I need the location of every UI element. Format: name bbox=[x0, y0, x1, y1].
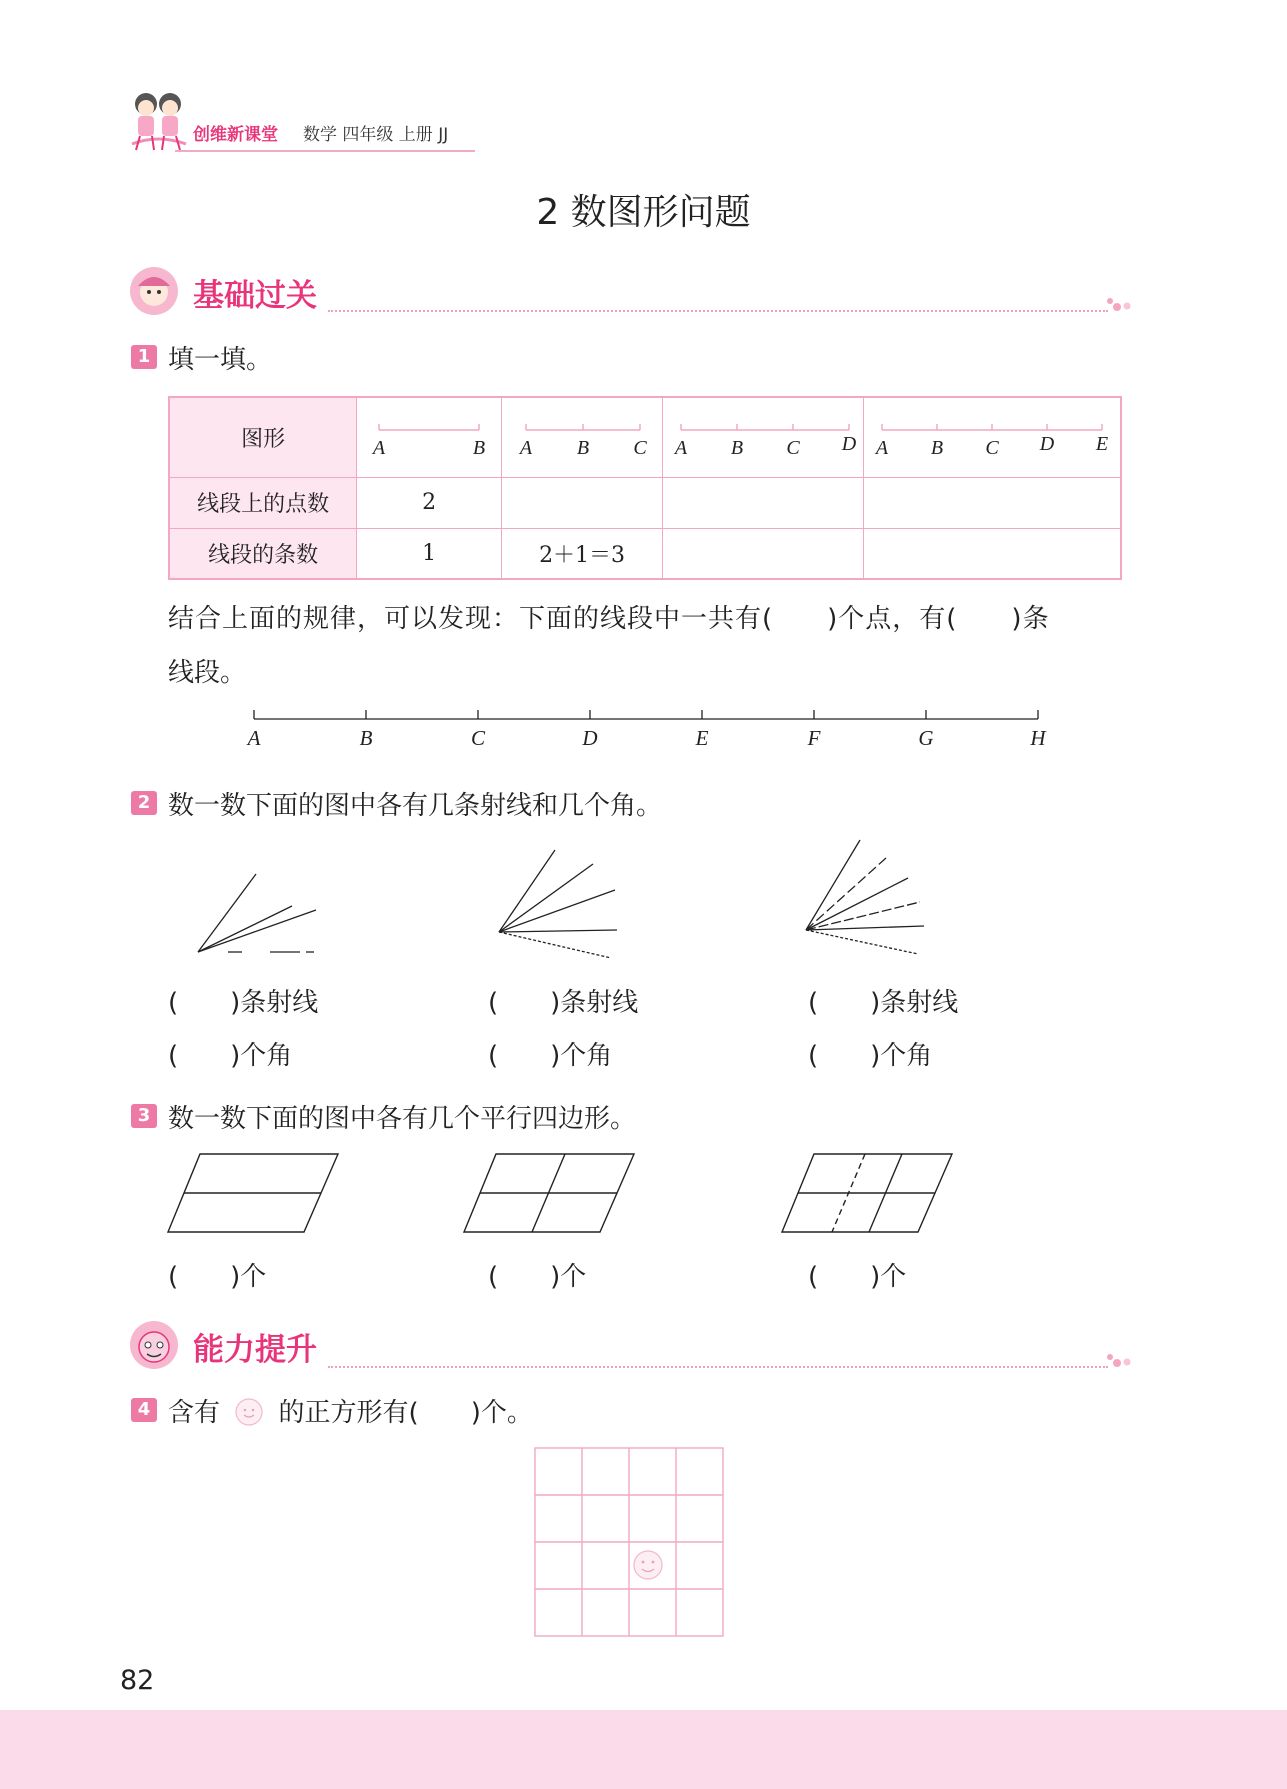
question-1-text: 填一填。 bbox=[168, 345, 273, 375]
point-label: B bbox=[473, 437, 486, 460]
point-label: B bbox=[730, 437, 744, 460]
long-segment-figure bbox=[236, 700, 1056, 754]
row-label-points: 线段上的点数 bbox=[169, 477, 357, 528]
question-number-1: 1 bbox=[131, 345, 157, 369]
parallelogram-figure-1 bbox=[166, 1152, 344, 1236]
point-label: F bbox=[807, 726, 821, 750]
row-label-figure: 图形 bbox=[169, 397, 357, 477]
point-label: D bbox=[582, 726, 598, 750]
point-label: A bbox=[875, 437, 889, 460]
section-divider bbox=[328, 1366, 1108, 1368]
section-title-advanced: 能力提升 bbox=[193, 1332, 317, 1368]
decor-dots-icon bbox=[1105, 297, 1133, 313]
angles-blank[interactable]: ( )个角 bbox=[488, 1041, 613, 1071]
rays-blank[interactable]: ( )条射线 bbox=[808, 988, 959, 1018]
point-label: B bbox=[359, 726, 373, 750]
rays-blank[interactable]: ( )条射线 bbox=[488, 988, 639, 1018]
parallelogram-figure-3 bbox=[780, 1152, 958, 1236]
grid-smiley-icon bbox=[634, 1551, 662, 1579]
page-title: 2 数图形问题 bbox=[536, 192, 751, 233]
point-label: A bbox=[247, 726, 261, 750]
segments-cell[interactable]: 2＋1＝3 bbox=[502, 528, 663, 579]
book-info: 数学 四年级 上册 JJ bbox=[303, 125, 449, 145]
parallelogram-figure-2 bbox=[462, 1152, 640, 1236]
point-label: D bbox=[841, 433, 857, 456]
segment-figure-4pts bbox=[665, 404, 861, 464]
section-girl-icon bbox=[128, 266, 180, 316]
question-3-text: 数一数下面的图中各有几个平行四边形。 bbox=[168, 1104, 637, 1134]
footer-band bbox=[0, 1710, 1287, 1789]
segment-figure-2pts bbox=[359, 404, 499, 464]
section-title-basic: 基础过关 bbox=[193, 278, 317, 314]
section-divider bbox=[328, 310, 1108, 312]
angles-blank[interactable]: ( )个角 bbox=[808, 1041, 933, 1071]
point-label: D bbox=[1039, 433, 1055, 456]
point-label: G bbox=[918, 726, 934, 750]
smiley-icon bbox=[234, 1397, 264, 1427]
point-label: A bbox=[674, 437, 688, 460]
question-4-text bbox=[168, 1392, 533, 1429]
parallelogram-count-blank[interactable]: ( )个 bbox=[808, 1262, 907, 1292]
figure-cell-3pts bbox=[502, 397, 663, 477]
point-label: B bbox=[576, 437, 590, 460]
conclusion-text-cont: 线段。 bbox=[168, 658, 247, 688]
point-label: B bbox=[930, 437, 944, 460]
section-monkey-icon bbox=[128, 1320, 180, 1370]
point-label: H bbox=[1030, 726, 1046, 750]
segments-cell[interactable] bbox=[663, 528, 864, 579]
points-cell[interactable] bbox=[502, 477, 663, 528]
header-underline bbox=[175, 150, 475, 152]
points-segments-table bbox=[168, 396, 1122, 580]
point-label: C bbox=[985, 437, 999, 460]
question-4-text-before: 含有 bbox=[168, 1398, 221, 1428]
page-number: 82 bbox=[120, 1665, 155, 1696]
angles-blank[interactable]: ( )个角 bbox=[168, 1041, 293, 1071]
point-label: E bbox=[695, 726, 709, 750]
point-label: C bbox=[633, 437, 647, 460]
rays-figure-3 bbox=[802, 836, 932, 966]
rays-figure-2 bbox=[495, 840, 625, 970]
points-cell[interactable]: 2 bbox=[357, 477, 502, 528]
question-number-3: 3 bbox=[131, 1104, 157, 1128]
rays-figure-1 bbox=[190, 830, 330, 960]
points-cell[interactable] bbox=[864, 477, 1122, 528]
figure-cell-5pts bbox=[864, 397, 1122, 477]
brand-label: 创维新课堂 bbox=[193, 125, 278, 145]
conclusion-text: 结合上面的规律，可以发现：下面的线段中一共有( )个点，有( )条 bbox=[168, 604, 1050, 634]
points-cell[interactable] bbox=[663, 477, 864, 528]
segment-figure-5pts bbox=[864, 404, 1120, 464]
question-2-text: 数一数下面的图中各有几条射线和几个角。 bbox=[168, 791, 663, 821]
segments-cell[interactable]: 1 bbox=[357, 528, 502, 579]
parallelogram-count-blank[interactable]: ( )个 bbox=[488, 1262, 587, 1292]
point-label: A bbox=[519, 437, 533, 460]
rays-blank[interactable]: ( )条射线 bbox=[168, 988, 319, 1018]
question-4-text-after: 的正方形有( )个。 bbox=[278, 1398, 533, 1428]
point-label: A bbox=[373, 437, 386, 460]
question-number-2: 2 bbox=[131, 791, 157, 815]
segment-figure-3pts bbox=[504, 404, 660, 464]
figure-cell-4pts bbox=[663, 397, 864, 477]
square-grid-figure bbox=[533, 1446, 725, 1638]
mascot-kids-icon bbox=[126, 88, 190, 154]
row-label-segments: 线段的条数 bbox=[169, 528, 357, 579]
segments-cell[interactable] bbox=[864, 528, 1122, 579]
parallelogram-count-blank[interactable]: ( )个 bbox=[168, 1262, 267, 1292]
point-label: C bbox=[786, 437, 800, 460]
question-number-4: 4 bbox=[131, 1398, 157, 1422]
point-label: E bbox=[1095, 433, 1109, 456]
figure-cell-2pts bbox=[357, 397, 502, 477]
point-label: C bbox=[470, 726, 486, 750]
decor-dots-icon bbox=[1105, 1353, 1133, 1369]
